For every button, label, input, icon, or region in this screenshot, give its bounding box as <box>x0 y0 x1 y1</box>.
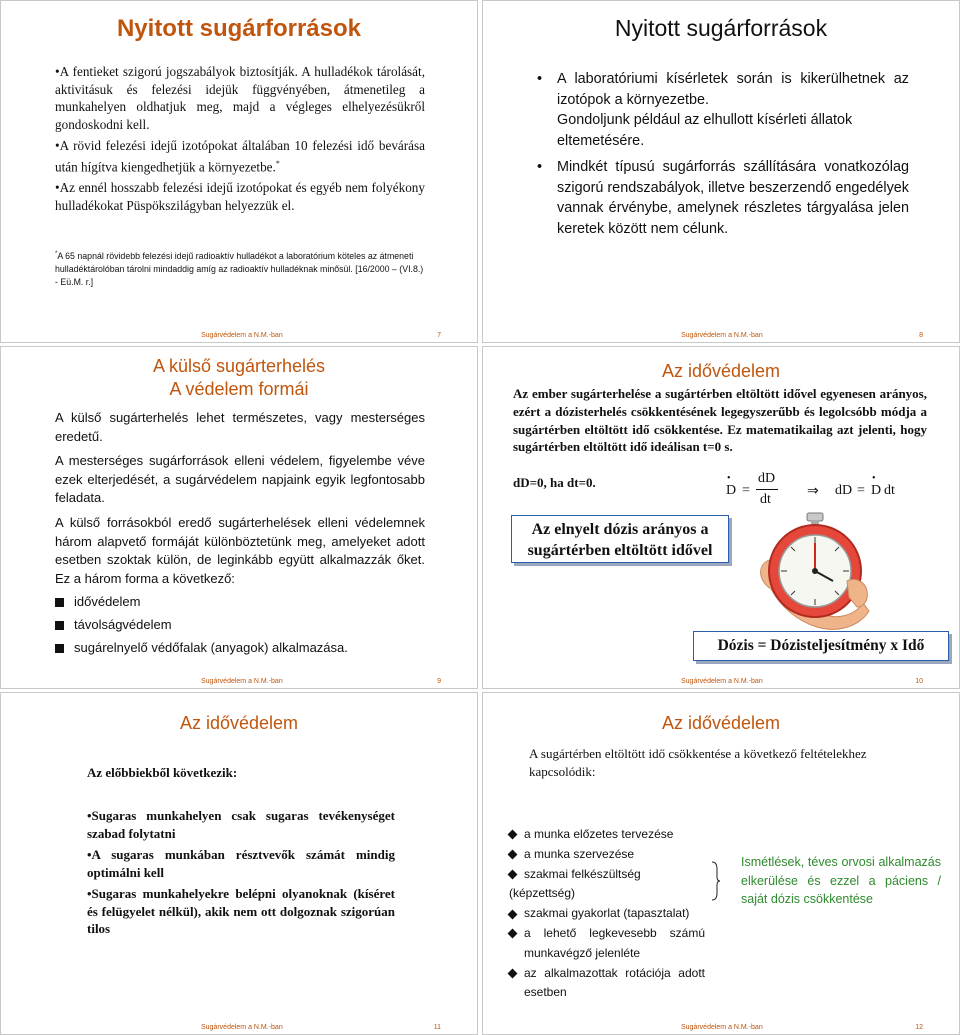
slide-12: Az idővédelem A sugártérben eltöltött idő csökkentése a következő feltételekhez kapcsolódik: a munka előzetes tervezése a munka szervezése szakmai felkészültség (képzettség) szakmai gyakorlat (tapasztalat) a lehető legkevesebb számú munkavégző jelenléte az alkalmazottak rotációja adott esetben Ismétlések, téves orvosi alkalmazás elkerülése és ezzel a páciens / saját dózis csökkentése Sugárvédelem a N.M.-ban 12 <box>482 692 960 1035</box>
page-number: 12 <box>915 1024 923 1031</box>
bullet-2: • Mindkét típusú sugárforrás szállítására vonatkozólag szigorú rendszabályok, illetve beszerzendő engedélyek vannak érvénybe, amelynek részletes tárgyalása jelen keretek között nem célunk. <box>537 159 909 237</box>
slide-title: Nyitott sugárforrások <box>116 15 362 42</box>
bullet-1: • A laboratóriumi kísérletek során is kikerülhetnek az izotópok a környezetbe. Gondoljunk például az elhullott kísérleti állatok eltemetésére. <box>537 71 909 149</box>
bullet-2: •A rövid felezési idejű izotópokat általában 10 felezési idő bevárása után hígítva kiengedhetjük a környezetbe.* <box>55 138 425 174</box>
bullet-3: •Az ennél hosszabb felezési idejű izotópokat és egyéb nem folyékony hulladékokat Püspökszilágyban helyezzük el. <box>55 180 425 213</box>
bullet-1: •A fentieket szigorú jogszabályok biztosítják. A hulladékok tárolását, aktivitásuk és felezési idejük függvényében, átmenetileg a munkahelyen oldhatjuk meg, majd a végleges elhelyezésükről gondoskodni kell. <box>55 64 425 132</box>
diamond-bullet-icon <box>508 850 518 860</box>
diamond-bullet-icon <box>508 869 518 879</box>
list-item: szakmai gyakorlat (tapasztalat) <box>509 904 705 924</box>
square-bullet-icon <box>55 644 64 653</box>
footnote: *A 65 napnál rövidebb felezési idejű radioaktív hulladékot a laboratórium köteles az átmeneti hulladéktárolóban tárolni mindaddig amíg az radioaktív hulladéknak minősül. [16/2000 – (VI.8.) - Eü.M. r.] <box>55 250 424 287</box>
intro-text: A sugártérben eltöltött idő csökkentése a következő feltételekhez kapcsolódik: <box>529 746 867 779</box>
dose-formula: • D = dD dt ⇒ dD = • D dt <box>726 471 895 507</box>
intro-text: Az előbbiekből következik: <box>87 765 238 780</box>
list-item: •Sugaras munkahelyen csak sugaras tevékenységet szabad folytatni <box>87 808 395 841</box>
page-number: 11 <box>433 1024 441 1031</box>
brace-icon <box>711 861 721 901</box>
list-item: távolságvédelem <box>55 616 425 635</box>
page-number: 7 <box>437 332 441 339</box>
list-item: az alkalmazottak rotációja adott esetben <box>509 964 705 1004</box>
list-item: a munka előzetes tervezése <box>509 825 705 845</box>
square-bullet-icon <box>55 598 64 607</box>
slide-9: A külső sugárterhelés A védelem formái A külső sugárterhelés lehet természetes, vagy mesterséges eredetű. A mesterséges sugárforrások elleni védelem, figyelembe véve ezek elterjedését, a sugárvédelem napjaink egyik legfontosabb feladata. A külső forrásokból eredő sugárterhelések elleni védelemnek három alapvető formáját különböztetünk meg, amelyeket adott esetben szoktak külön, de leginkább együtt alkalmazzák őket. Ez a három forma a következő: idővédelem távolságvédelem sugárelnyelő védőfalak (anyagok) alkalmazása. Sugárvédelem a N.M.-ban 9 <box>0 346 478 689</box>
list-item: szakmai felkészültség (képzettség) <box>509 866 641 901</box>
page-number: 10 <box>915 678 923 685</box>
footnote-marker: * <box>275 158 280 168</box>
page-number: 8 <box>919 332 923 339</box>
list-item: sugárelnyelő védőfalak (anyagok) alkalmazása. <box>55 639 425 658</box>
slide-title: A külső sugárterhelés A védelem formái <box>152 356 326 399</box>
side-note: Ismétlések, téves orvosi alkalmazás elkerülése és ezzel a páciens / saját dózis csökkentése <box>741 855 941 906</box>
slide-title: Az idővédelem <box>661 361 781 381</box>
slide-body <box>537 69 909 239</box>
list-item: •Sugaras munkahelyekre belépni olyanoknak (kíséret és felügyelet nélkül), akik nem ott dolgoznak szigorúan tilos <box>87 886 395 936</box>
paragraph-2: A mesterséges sugárforrások elleni védelem, figyelembe véve ezek elterjedését, a sugárvédelem napjaink egyik legfontosabb feladata. <box>55 453 425 506</box>
list-item: idővédelem <box>55 593 425 612</box>
paragraph-1: A külső sugárterhelés lehet természetes, vagy mesterséges eredetű. <box>55 410 425 444</box>
forms-list <box>55 593 425 657</box>
proportionality-box: Az elnyelt dózis arányos a sugártérben eltöltött idővel <box>511 515 729 563</box>
slide-body <box>55 63 425 214</box>
dose-definition-box: Dózis = Dózisteljesítmény x Idő <box>693 631 949 661</box>
list-item: a lehető legkevesebb számú munkavégző jelenléte <box>509 924 705 964</box>
stopwatch-hand-icon <box>751 511 881 637</box>
condition-text: dD=0, ha dt=0. <box>513 475 596 490</box>
paragraph-3: A külső forrásokból eredő sugárterhelések elleni védelemnek három alapvető formáját különböztetünk meg, amelyeket adott esetben szoktak külön, de leginkább együtt alkalmazzák őket. Ez a három forma a következő: <box>55 514 425 586</box>
slide-7: Nyitott sugárforrások •A fentieket szigorú jogszabályok biztosítják. A hulladékok tárolását, aktivitásuk és felezési idejük függvényében, átmenetileg a munkahelyen oldhatjuk meg, majd a végleges elhelyezésükről gondoskodni kell. •A rövid felezési idejű izotópokat általában 10 felezési idő bevárása után hígítva kiengedhetjük a környezetbe.* •Az ennél hosszabb felezési idejű izotópokat és egyéb nem folyékony hulladékokat Püspökszilágyban helyezzük el. *A 65 napnál rövidebb felezési idejű radioaktív hulladékot a laboratórium köteles az átmeneti hulladéktárolóban tárolni mindaddig amíg az radioaktív hulladéknak minősül. [16/2000 – (VI.8.) - Eü.M. r.] Sugárvédelem a N.M.-ban 7 <box>0 0 478 343</box>
rules-list <box>87 807 395 938</box>
diamond-bullet-icon <box>508 968 518 978</box>
slide-body <box>55 409 425 657</box>
slide-11: Az idővédelem Az előbbiekből következik: •Sugaras munkahelyen csak sugaras tevékenységet szabad folytatni •A sugaras munkában résztvevők számát mindig optimálni kell •Sugaras munkahelyekre belépni olyanoknak (kíséret és felügyelet nélkül), akik nem ott dolgoznak szigorúan tilos Sugárvédelem a N.M.-ban 11 <box>0 692 478 1035</box>
slide-title: Nyitott sugárforrások <box>614 15 828 41</box>
slide-8: Nyitott sugárforrások • A laboratóriumi kísérletek során is kikerülhetnek az izotópok a környezetbe. Gondoljunk például az elhullott kísérleti állatok eltemetésére. • Mindkét típusú sugárforrás szállítására vonatkozólag szigorú rendszabályok, illetve beszerzendő engedélyek vannak érvénybe, amelynek részletes tárgyalása jelen keretek között nem célunk. Sugárvédelem a N.M.-ban 8 <box>482 0 960 343</box>
diamond-bullet-icon <box>508 909 518 919</box>
square-bullet-icon <box>55 621 64 630</box>
slide-10: Az idővédelem Az ember sugárterhelése a sugártérben eltöltött idővel egyenesen arányos, ezért a dózisterhelés csökkentésének legegyszerűbb és legolcsóbb módja a sugártérben eltöltött idő csökkentése. Ez matematikailag azt jelenti, hogy sugártérben eltöltött idő ideálisan t=0 s. dD=0, ha dt=0. • D = dD dt ⇒ dD = • D dt Az elnyelt dózis arányos a sugártérben eltöltött idővel Dózis = Dózisteljesítmény x Idő Sugárvédelem a N.M.-ban 10 <box>482 346 960 689</box>
list-item: a munka szervezése <box>509 845 705 865</box>
slide-body: Az ember sugárterhelése a sugártérben eltöltött idővel egyenesen arányos, ezért a dózisterhelés csökkentésének legegyszerűbb és legolcsóbb módja a sugártérben eltöltött idő csökkentése. Ez matematikailag azt jelenti, hogy sugártérben eltöltött idő ideálisan t=0 s. <box>513 386 927 455</box>
diamond-bullet-icon <box>508 830 518 840</box>
slide-title: Az idővédelem <box>179 713 299 733</box>
diamond-bullet-icon <box>508 929 518 939</box>
conditions-list <box>509 825 705 1003</box>
page-number: 9 <box>437 678 441 685</box>
list-item: •A sugaras munkában résztvevők számát mindig optimálni kell <box>87 847 395 880</box>
slide-title: Az idővédelem <box>661 713 781 733</box>
